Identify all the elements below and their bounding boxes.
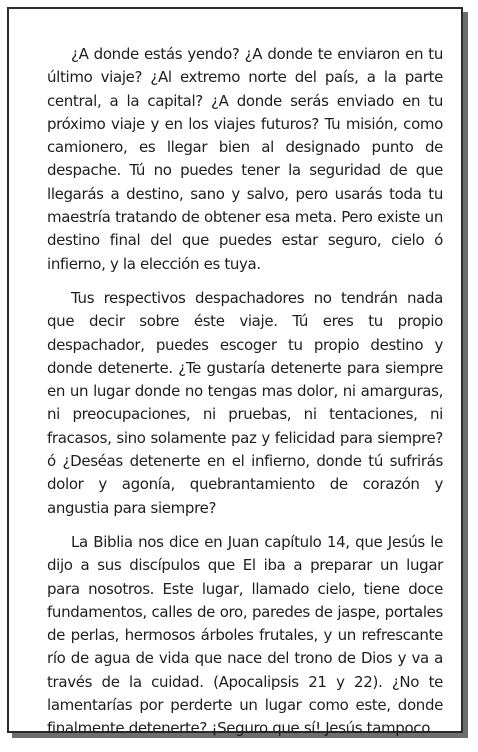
paragraph-destination: ¿A donde estás yendo? ¿A donde te enviaron en tu último viaje? ¿Al extremo norte del país, a la parte central, a la capital? ¿A donde serás enviado en tu próximo viaje y en los viajes futuros? Tu misión, como camionero, es llegar bien al designado punto de despache. Tú no puedes tener la seguridad de que llegarás a destino, sano y salvo, pero usarás toda tu maestría tratando de obtener esa meta. Pero existe un destino final del que puedes estar seguro, cielo ó infierno, y la elección es tuya. xyxy=(47,45,443,273)
paragraph-dispatcher: Tus respectivos despachadores no tendrán nada que decir sobre éste viaje. Tú eres tu propio despachador, puedes escoger tu propio destino y donde detenerte. ¿Te gustaría detenerte para siempre en un lugar donde no tengas mas dolor, ni amarguras, ni preocupaciones, ni pruebas, ni tentaciones, ni fracasos, sino solamente paz y felicidad para siempre? ó ¿Deséas detenerte en el infierno, donde tú sufrirás dolor y agonía, quebrantamiento de corazón y angustia para siempre? xyxy=(47,288,443,517)
page-frame xyxy=(7,7,463,738)
body-text xyxy=(47,43,443,752)
paragraph-heaven: La Biblia nos dice en Juan capítulo 14, que Jesús le dijo a sus discípulos que El iba a preparar un lugar para nosotros. Este lugar, llamado cielo, tiene doce fundamentos, calles de oro, paredes de jaspe, portales de perlas, hermosos árboles frutales, y un refrescante río de agua de vida que nace del trono de Dios y va a través de la cuidad. (Apocalipsis 21 y 22). ¿No te lamentarías por perderte un lugar como este, donde finalmente detenerte? ¡Seguro que sí! Jesús tampoco xyxy=(47,532,443,738)
